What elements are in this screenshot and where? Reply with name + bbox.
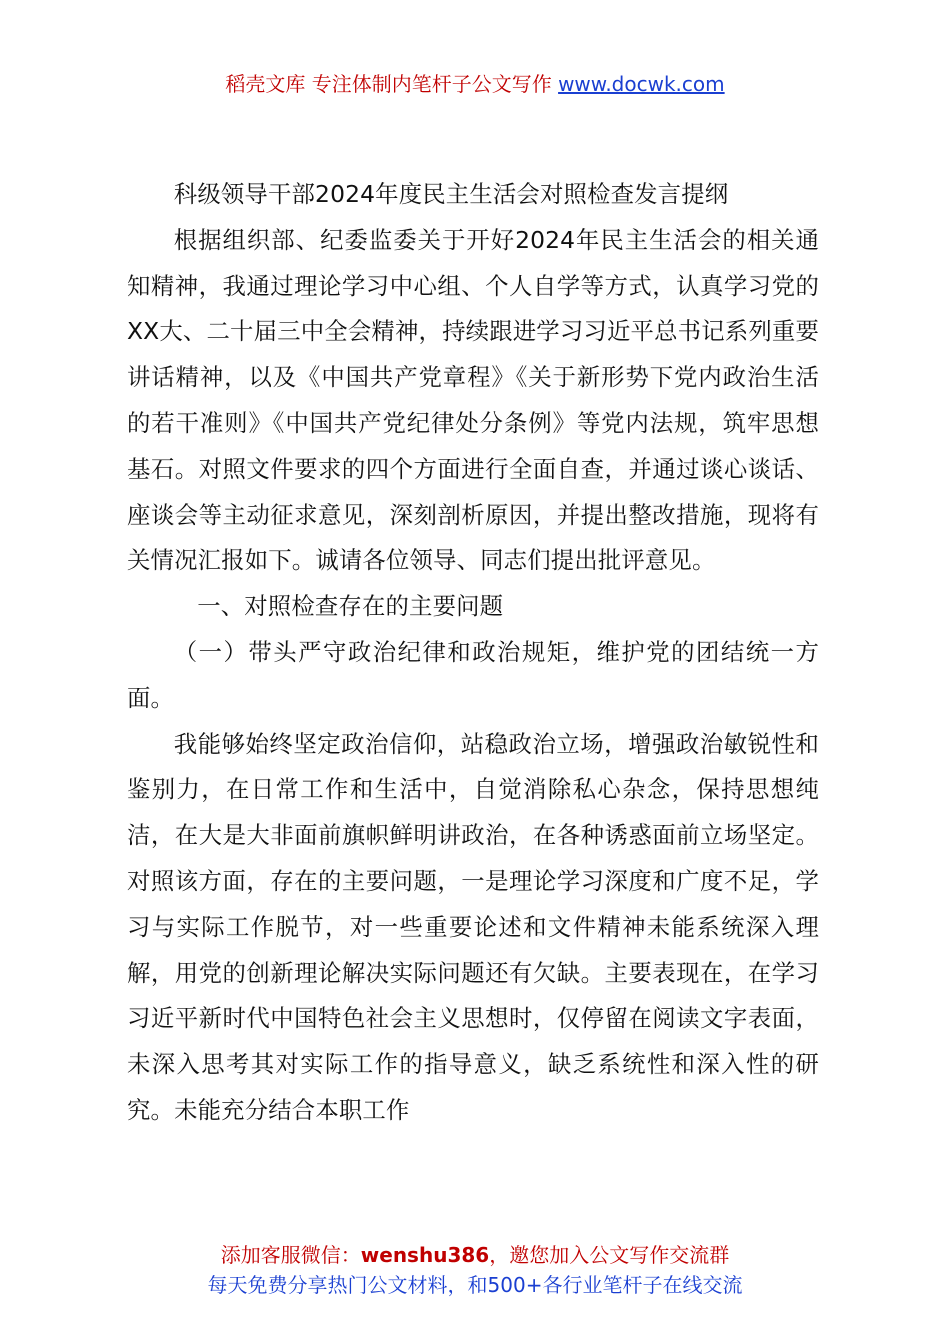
document-title: 科级领导干部2024年度民主生活会对照检查发言提纲 <box>173 180 729 208</box>
footer-wechat-id: wenshu386 <box>360 1243 490 1267</box>
footer-contact-line <box>0 1240 950 1270</box>
header-banner <box>0 70 950 98</box>
footer-contact-suffix: ，邀您加入公文写作交流群 <box>489 1243 730 1267</box>
footer-promo-line: 每天免费分享热门公文材料，和500+各行业笔杆子在线交流 <box>207 1273 743 1297</box>
subsection-heading: （一）带头严守政治纪律和政治规矩，维护党的团结统一方面。 <box>127 637 819 712</box>
footer-contact-prefix: 添加客服微信： <box>220 1243 361 1267</box>
body-paragraph: 我能够始终坚定政治信仰，站稳政治立场，增强政治敏锐性和鉴别力，在日常工作和生活中，自觉消除私心杂念，保持思想纯洁，在大是大非面前旗帜鲜明讲政治，在各种诱惑面前立场坚定。对照该方面，存在的主要问题，一是理论学习深度和广度不足，学习与实际工作脱节，对一些重要论述和文件精神未能系统深入理解，用党的创新理论解决实际问题还有欠缺。主要表现在，在学习习近平新时代中国特色社会主义思想时，仅停留在阅读文字表面，未深入思考其对实际工作的指导意义，缺乏系统性和深入性的研究。未能充分结合本职工作 <box>127 729 819 1124</box>
footer-banner <box>0 1240 950 1300</box>
intro-paragraph: 根据组织部、纪委监委关于开好2024年民主生活会的相关通知精神，我通过理论学习中心组、个人自学等方式，认真学习党的XX大、二十届三中全会精神，持续跟进学习习近平总书记系列重要讲话精神，以及《中国共产党章程》《关于新形势下党内政治生活的若干准则》《中国共产党纪律处分条例》等党内法规，筑牢思想基石。对照文件要求的四个方面进行全面自查，并通过谈心谈话、座谈会等主动征求意见，深刻剖析原因，并提出整改措施，现将有关情况汇报如下。诚请各位领导、同志们提出批评意见。 <box>127 225 819 575</box>
section-heading: 一、对照检查存在的主要问题 <box>197 592 504 621</box>
header-slogan: 稻壳文库 专注体制内笔杆子公文写作 <box>225 72 552 96</box>
document-body <box>127 172 819 1134</box>
header-website-link[interactable]: www.docwk.com <box>558 72 725 96</box>
